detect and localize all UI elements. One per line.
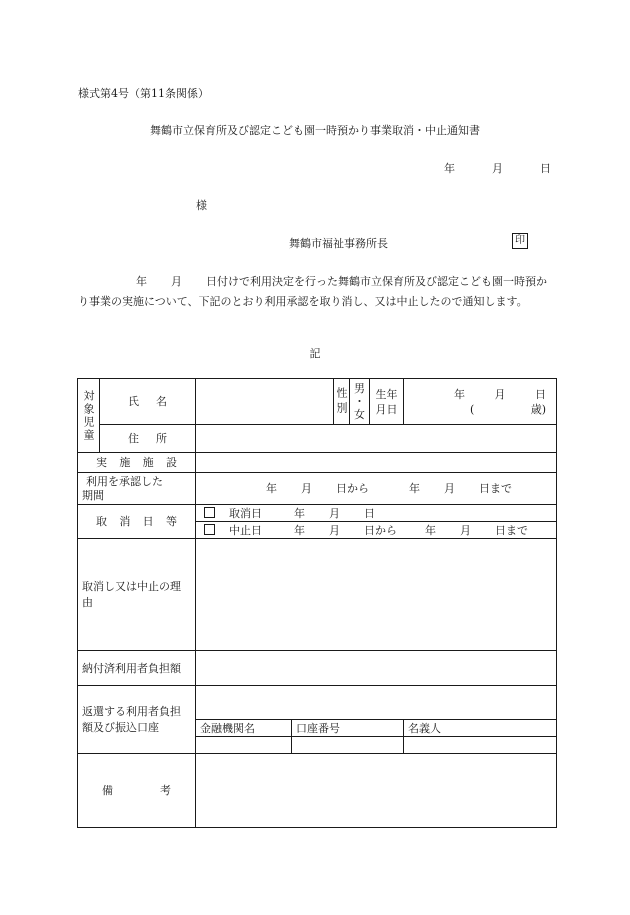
remarks-label-1: 備 xyxy=(102,784,113,797)
reason-field[interactable] xyxy=(196,539,557,651)
cancel-checkbox[interactable] xyxy=(204,507,215,518)
period-to-year: 年 xyxy=(409,482,420,495)
cancel-date-label-1: 取 xyxy=(96,515,107,528)
birth-month: 月 xyxy=(494,387,506,401)
notice-paragraph xyxy=(78,272,556,312)
birth-date-field[interactable] xyxy=(404,379,557,425)
child-label: 対象児童 xyxy=(82,389,95,442)
date-month-label: 月 xyxy=(492,162,503,175)
birth-label-cell xyxy=(370,379,404,425)
address-field[interactable] xyxy=(196,425,557,453)
cancel-date-label-cell xyxy=(78,505,196,539)
addressee-suffix: 様 xyxy=(196,199,207,212)
paragraph-month-label: 月 xyxy=(171,275,182,288)
child-label-cell xyxy=(78,379,100,453)
stop-option-label: 中止日 xyxy=(229,523,262,537)
stop-from-month: 月 xyxy=(329,523,340,537)
stop-to-day: 日まで xyxy=(495,523,528,537)
ki-heading: 記 xyxy=(309,347,321,360)
facility-field[interactable] xyxy=(196,453,557,473)
refund-amount-field[interactable] xyxy=(196,686,557,720)
date-day-label: 日 xyxy=(540,162,551,175)
form-number: 様式第4号（第11条関係） xyxy=(78,87,209,100)
address-label-2: 所 xyxy=(156,432,167,445)
account-label-cell xyxy=(292,720,404,737)
paragraph-text: 日付けで利用決定を行った舞鶴市立保育所及び認定こども園一時預かり事業の実施について、下記のとおり利用承認を取り消し、又は中止したので通知します。 xyxy=(78,275,547,308)
period-to-month: 月 xyxy=(444,482,455,495)
facility-label-4: 設 xyxy=(165,456,177,469)
birth-year: 年 xyxy=(454,387,465,401)
paid-field[interactable] xyxy=(196,651,557,686)
cancel-date-row xyxy=(196,505,557,522)
bank-field[interactable] xyxy=(196,737,292,754)
reason-label-cell xyxy=(78,539,196,651)
age-open: ( xyxy=(470,402,475,416)
remarks-label-cell xyxy=(78,754,196,828)
period-label-2: 期間 xyxy=(82,488,104,502)
name-label-1: 氏 xyxy=(128,395,139,408)
issuer-name: 舞鶴市福祉事務所長 xyxy=(289,237,388,250)
account-label: 口座番号 xyxy=(296,721,340,735)
cancel-month: 月 xyxy=(329,506,340,520)
document-title: 舞鶴市立保育所及び認定こども園一時預かり事業取消・中止通知書 xyxy=(150,124,480,137)
remarks-field[interactable] xyxy=(196,754,557,828)
period-label-cell xyxy=(78,473,196,505)
period-to-day: 日まで xyxy=(479,482,512,495)
birth-label-2: 月日 xyxy=(375,402,398,416)
age-close: 歳) xyxy=(530,402,546,416)
gender-label: 性別 xyxy=(335,386,348,417)
address-label-cell xyxy=(100,425,196,453)
paid-label: 納付済利用者負担額 xyxy=(82,661,181,675)
stop-to-month: 月 xyxy=(460,523,471,537)
cancel-date-label-3: 日 xyxy=(142,515,154,528)
stop-from-year: 年 xyxy=(294,523,305,537)
remarks-label-2: 考 xyxy=(160,784,171,797)
cancel-date-label-4: 等 xyxy=(165,515,177,528)
cancel-date-label-2: 消 xyxy=(119,515,131,528)
paid-label-cell xyxy=(78,651,196,686)
facility-label-2: 施 xyxy=(119,456,131,469)
gender-dot: ・ xyxy=(354,395,365,408)
cancel-day: 日 xyxy=(364,506,375,520)
holder-label: 名義人 xyxy=(408,721,441,735)
reason-label: 取消し又は中止の理由 xyxy=(82,579,181,609)
gender-label-cell xyxy=(334,379,350,425)
facility-label-1: 実 xyxy=(96,456,107,469)
bank-label-cell xyxy=(196,720,292,737)
stop-to-year: 年 xyxy=(425,523,436,537)
cancel-option-label: 取消日 xyxy=(229,506,262,520)
period-from-day: 日から xyxy=(336,482,369,495)
period-from-year: 年 xyxy=(266,482,277,495)
name-field[interactable] xyxy=(196,379,334,425)
refund-label-cell xyxy=(78,686,196,754)
account-field[interactable] xyxy=(292,737,404,754)
seal-mark: 印 xyxy=(512,233,528,249)
gender-options-cell[interactable] xyxy=(350,379,370,425)
paragraph-year-label: 年 xyxy=(136,275,147,288)
stop-from-day: 日から xyxy=(364,523,397,537)
cancel-year: 年 xyxy=(294,506,305,520)
refund-label: 返還する利用者負担額及び振込口座 xyxy=(82,704,181,734)
facility-label-cell xyxy=(78,453,196,473)
period-from-month: 月 xyxy=(301,482,312,495)
holder-field[interactable] xyxy=(404,737,557,754)
facility-label-3: 施 xyxy=(142,456,154,469)
holder-label-cell xyxy=(404,720,557,737)
notice-table xyxy=(77,378,557,828)
name-label-cell xyxy=(100,379,196,425)
gender-male[interactable]: 男 xyxy=(354,382,365,395)
bank-label: 金融機関名 xyxy=(200,721,255,735)
date-year-label: 年 xyxy=(444,162,455,175)
period-field[interactable] xyxy=(196,473,557,505)
birth-label-1: 生年 xyxy=(375,387,398,401)
stop-checkbox[interactable] xyxy=(204,524,215,535)
stop-date-row xyxy=(196,522,557,539)
birth-day: 日 xyxy=(535,387,546,401)
gender-female[interactable]: 女 xyxy=(354,408,365,421)
period-label-1: 利用を承認した xyxy=(86,474,163,488)
address-label-1: 住 xyxy=(128,432,139,445)
name-label-2: 名 xyxy=(156,395,167,408)
